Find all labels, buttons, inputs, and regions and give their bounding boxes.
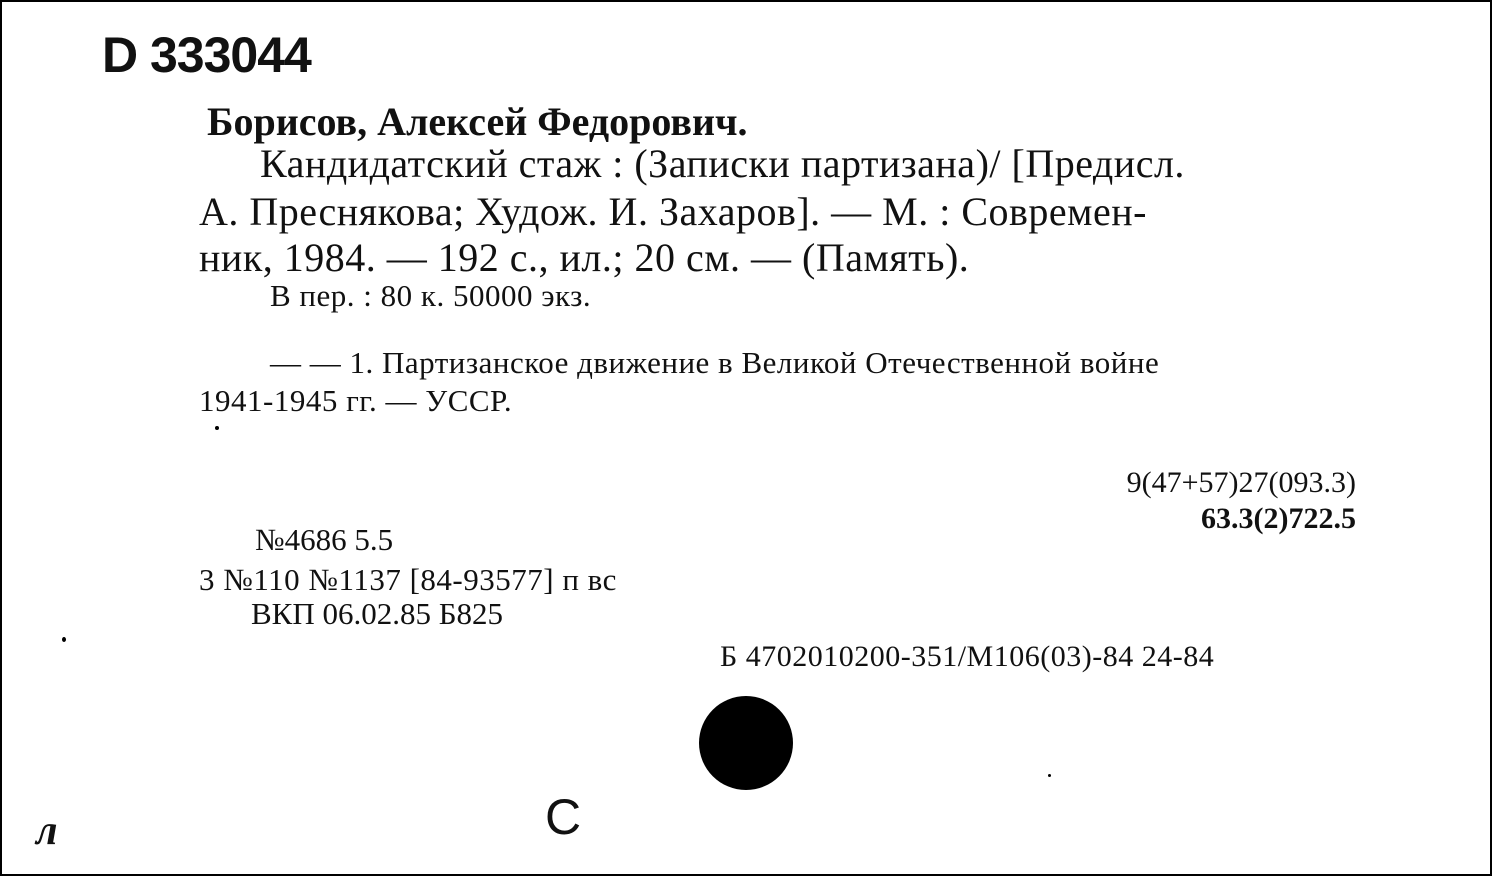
book-code: Б 4702010200-351/М106(03)-84 24-84 (720, 640, 1215, 673)
title-line: ник, 1984. — 192 с., ил.; 20 см. — (Память). (199, 235, 970, 280)
subject-heading-line: 1941-1945 гг. — УССР. (199, 383, 513, 418)
order-number-line: №4686 5.5 (255, 522, 394, 557)
title-line: Кандидатский стаж : (Записки партизана)/ [Предисл. (260, 141, 1185, 186)
ink-speck (215, 426, 219, 430)
card-number: D 333044 (102, 27, 311, 83)
order-date-line: ВКП 06.02.85 Б825 (251, 596, 504, 631)
subject-heading-line: — — 1. Партизанское движение в Великой Отечественной войне (270, 345, 1160, 380)
handwritten-mark: л (36, 808, 58, 854)
classification-code: 9(47+57)27(093.3) (1126, 466, 1356, 499)
price-and-print-run: В пер. : 80 к. 50000 экз. (270, 278, 592, 313)
ink-speck (62, 637, 66, 642)
letter-mark: С (545, 789, 582, 845)
title-line: А. Преснякова; Худож. И. Захаров]. — М. : Современ- (199, 189, 1147, 234)
order-number-line: 3 №110 №1137 [84-93577] п вс (199, 562, 617, 597)
classification-code-bold: 63.3(2)722.5 (1201, 502, 1356, 535)
author-name: Борисов, Алексей Федорович. (207, 99, 748, 144)
punched-hole-mark (699, 696, 793, 790)
ink-speck (1048, 774, 1051, 777)
